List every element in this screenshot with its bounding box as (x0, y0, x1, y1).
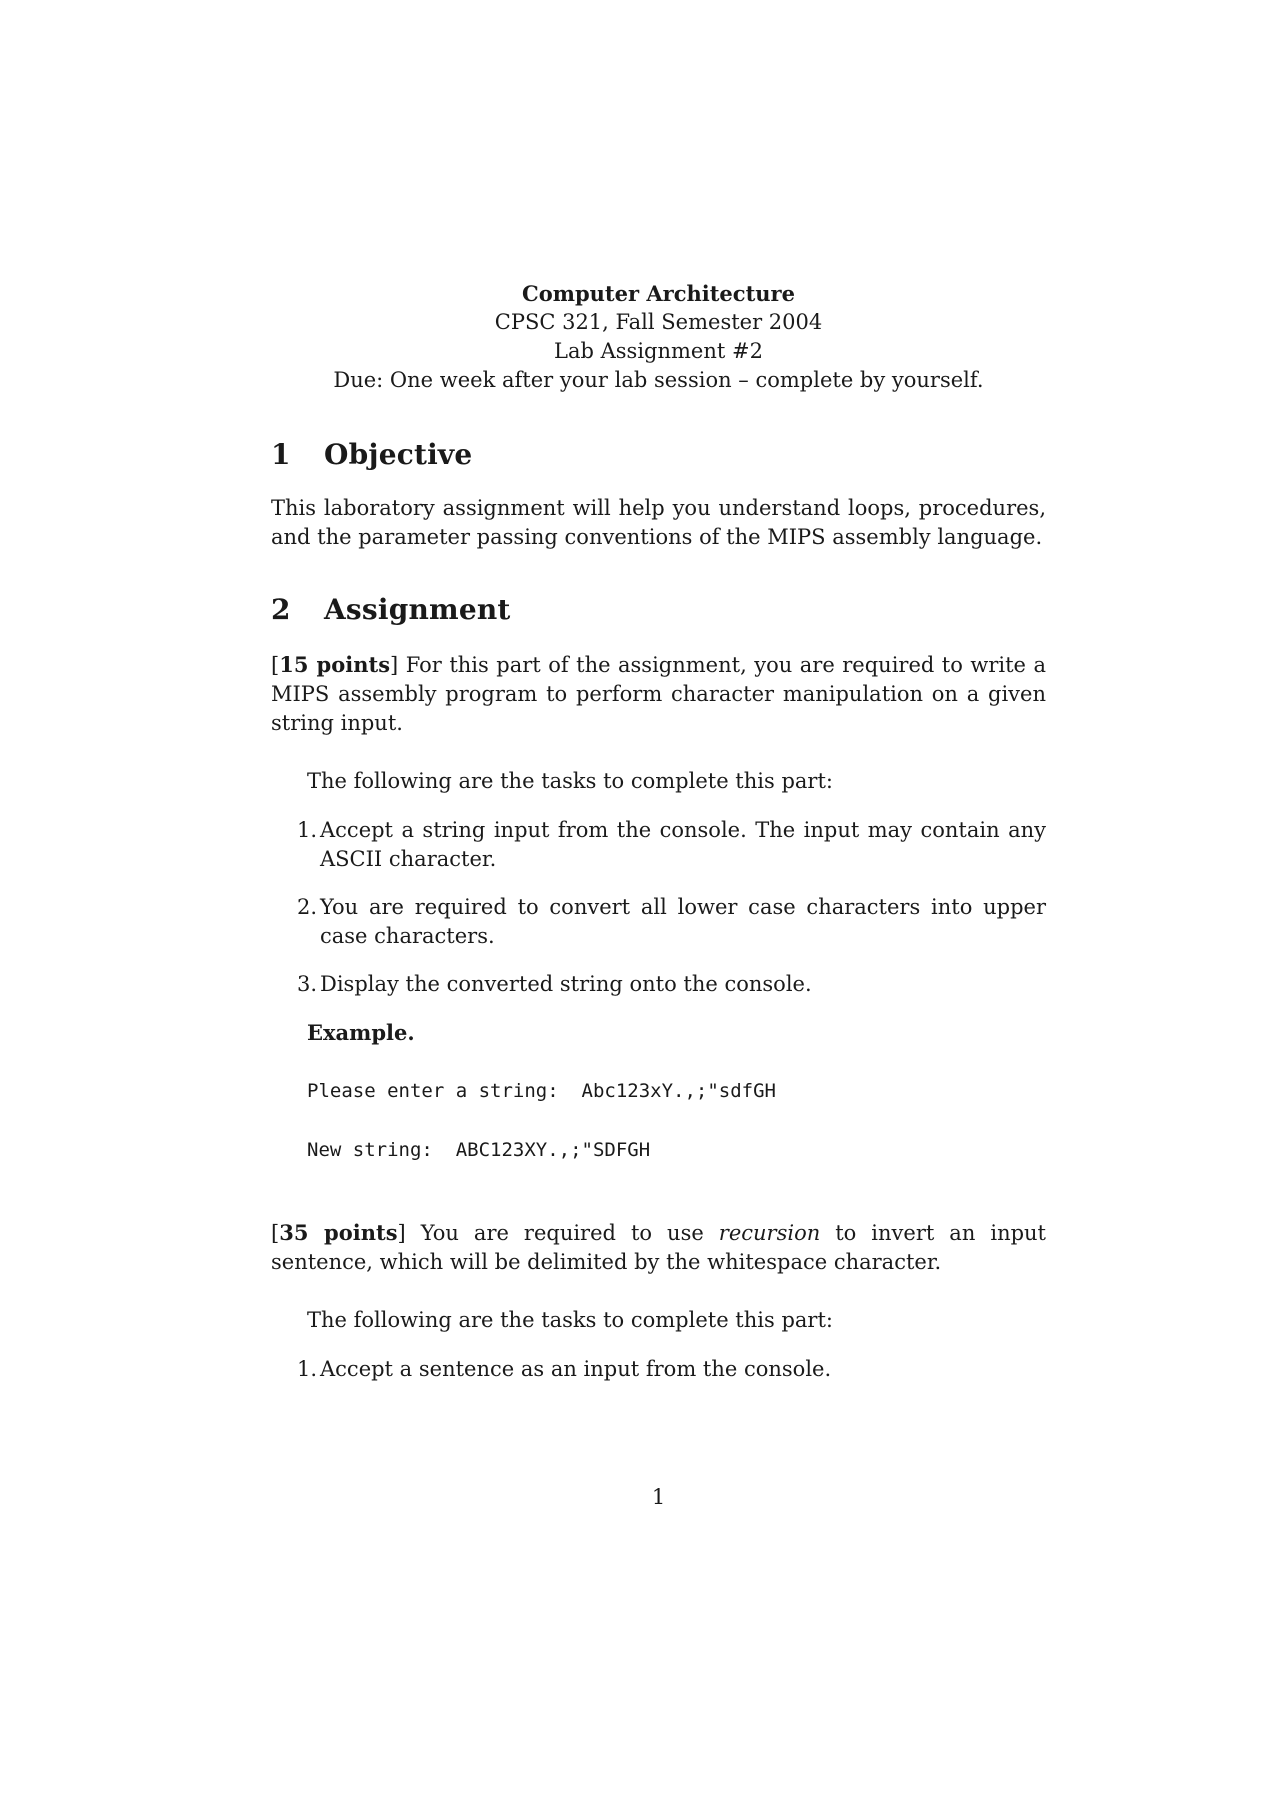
section-heading-assignment (271, 593, 511, 627)
list-number: 1. (297, 818, 318, 842)
page-number: 1 (651, 1485, 666, 1509)
list-number: 3. (297, 972, 318, 996)
part2-paragraph (271, 1218, 1046, 1277)
bracket-open: [ (271, 1221, 280, 1245)
bracket-close: ] (390, 653, 399, 677)
list-item (297, 816, 1046, 874)
document-page (271, 0, 1046, 1811)
list-item (297, 893, 1046, 951)
part1-text: For this part of the assignment, you are required to write a MIPS assembly program to perform character manipulation on a given string input. (271, 653, 1046, 735)
list-number: 2. (297, 895, 318, 919)
title-block (271, 279, 1046, 395)
example-input-line: Please enter a string: Abc123xY.,;"sdfGH (307, 1080, 776, 1102)
list-number: 1. (297, 1357, 318, 1381)
part2-text-before: You are required to use (405, 1221, 719, 1245)
part2-emphasis: recursion (718, 1221, 821, 1245)
list-item (297, 970, 1046, 999)
section-number: 1 (271, 438, 291, 471)
section-title: Assignment (324, 593, 511, 626)
part2-points: 35 points (279, 1220, 398, 1245)
list-text: Accept a sentence as an input from the console. (320, 1357, 832, 1381)
example-label: Example. (307, 1020, 415, 1045)
bracket-close: ] (397, 1221, 406, 1245)
example-output-line: New string: ABC123XY.,;"SDFGH (307, 1139, 651, 1161)
section-heading-objective (271, 438, 472, 472)
objective-paragraph: This laboratory assignment will help you understand loops, procedures, and the parameter passing conventions of the MIPS assembly language. (271, 496, 1046, 549)
due-date: Due: One week after your lab session – complete by yourself. (333, 368, 984, 392)
assignment-title: Lab Assignment #2 (554, 339, 763, 363)
list-item (297, 1355, 1046, 1384)
part1-paragraph (271, 650, 1046, 738)
course-title: Computer Architecture (522, 281, 795, 306)
list-text: Display the converted string onto the console. (320, 972, 812, 996)
part1-points: 15 points (279, 652, 391, 677)
bracket-open: [ (271, 653, 280, 677)
part2-tasks-intro: The following are the tasks to complete this part: (307, 1308, 833, 1332)
list-text: You are required to convert all lower case characters into upper case characters. (320, 895, 1046, 948)
section-title: Objective (324, 438, 473, 471)
part2-text-after: to invert an input sentence, which will be delimited by the whitespace character. (271, 1221, 1046, 1274)
list-text: Accept a string input from the console. The input may contain any ASCII character. (320, 818, 1046, 871)
part1-tasks-intro: The following are the tasks to complete this part: (307, 769, 833, 793)
course-info: CPSC 321, Fall Semester 2004 (494, 310, 823, 334)
section-number: 2 (271, 593, 291, 626)
